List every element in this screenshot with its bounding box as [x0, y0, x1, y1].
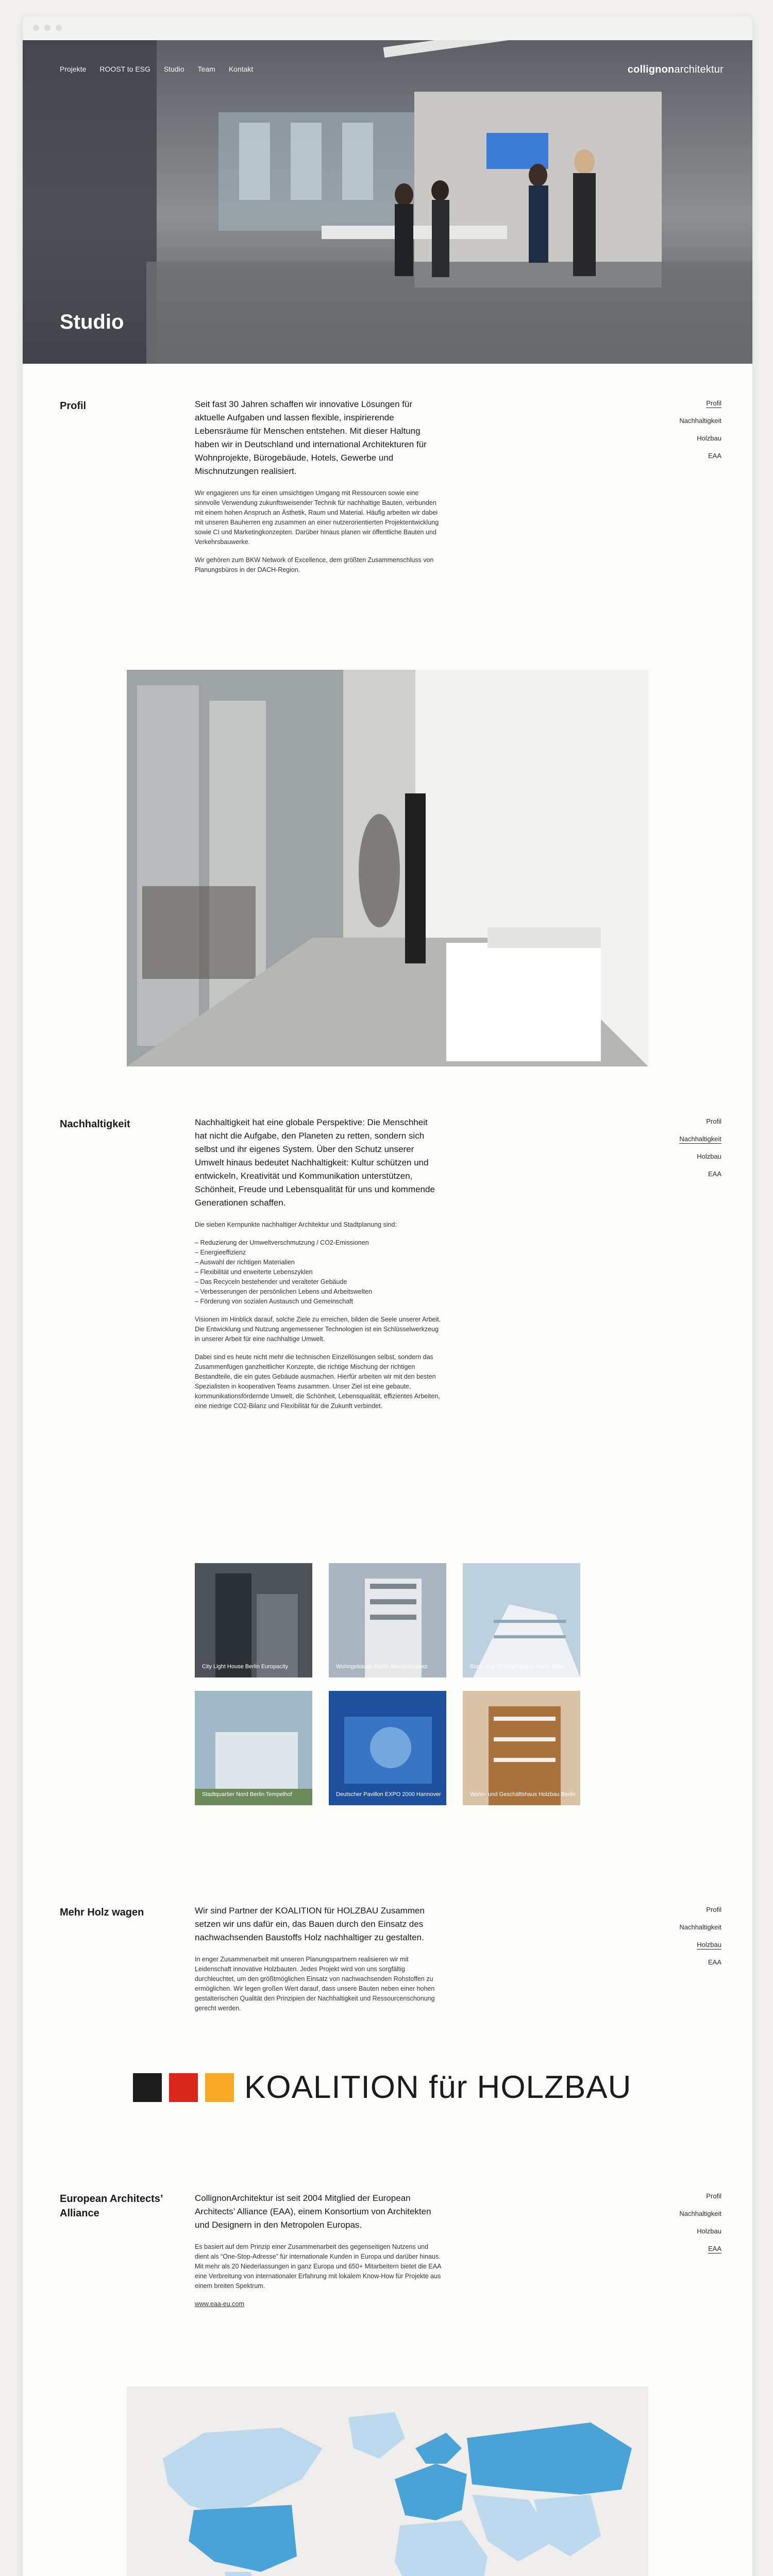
side-nav-profil[interactable]: Profil — [706, 1906, 721, 1913]
side-nav-holzbau[interactable]: Holzbau — [697, 1153, 721, 1160]
nav-item-roost[interactable]: ROOST to ESG — [99, 65, 150, 73]
eaa-lead: CollignonArchitektur ist seit 2004 Mitglied der European Architects’ Alliance (EAA), einem Konsortium von Architekten und Designern in den Metropolen Europas. — [195, 2193, 431, 2230]
point-item: – Förderung von sozialen Austausch und Gemeinschaft — [195, 1297, 442, 1307]
side-nav-eaa[interactable]: EAA — [708, 2245, 721, 2252]
project-thumb[interactable] — [195, 1691, 312, 1805]
project-thumb[interactable] — [329, 1563, 446, 1677]
hero-banner — [23, 40, 752, 364]
profil-lead: Seit fast 30 Jahren schaffen wir innovative Lösungen für aktuelle Aufgaben und lassen flexible, inspirierende Lebensräume für Menschen entstehen. Mit dieser Haltung haben wir in Deutschland und international Architekturen für Wohnprojekte, Bürogebäude, Hotels, Gewerbe und Mischnutzungen realisiert. — [195, 399, 427, 476]
point-item: – Reduzierung der Umweltverschmutzung / CO2-Emissionen — [195, 1238, 442, 1248]
project-caption: Deutscher Pavillon EXPO 2000 Hannover — [336, 1791, 441, 1798]
section-side-nav — [679, 2192, 721, 2262]
project-caption: Wohngebäude Berlin Alexanderplatz — [336, 1664, 428, 1670]
page-title: Studio — [60, 311, 124, 333]
side-nav-nachhaltigkeit[interactable]: Nachhaltigkeit — [679, 2210, 721, 2217]
point-item: – Das Recyceln bestehender und veralteter Gebäude — [195, 1277, 442, 1287]
nachhaltigkeit-points — [195, 1238, 442, 1307]
nachhaltigkeit-paragraph-1: Visionen im Hinblick darauf, solche Ziele zu erreichen, bilden die Seele unserer Arbeit. Die Entwicklung und Nutzung angemessener Technologien ist ein Schlüsselwerkzeug in unserer Arbeit für eine nachhaltige Umwelt. — [195, 1316, 441, 1343]
point-item: – Energieeffizienz — [195, 1248, 442, 1258]
logo-square-red — [169, 2073, 198, 2102]
section-title-eaa — [60, 2192, 163, 2221]
eaa-text — [195, 2192, 442, 2317]
nav-item-team[interactable]: Team — [197, 65, 215, 73]
holz-lead: Wir sind Partner der KOALITION für HOLZBAU Zusammen setzen wir uns dafür ein, das Bauen durch den Einsatz des nachwachsenden Baustoffs Holz nachhaltiger zu gestalten. — [195, 1906, 425, 1942]
point-item: – Auswahl der richtigen Materialien — [195, 1258, 442, 1267]
project-thumb[interactable] — [463, 1691, 580, 1805]
side-nav-profil[interactable]: Profil — [706, 399, 721, 407]
section-eaa — [23, 2162, 752, 2576]
office-corridor-photo — [127, 670, 648, 1066]
side-nav-eaa[interactable]: EAA — [708, 1170, 721, 1178]
profil-text — [195, 398, 442, 583]
brand-bold: collignon — [627, 64, 675, 75]
side-nav-holzbau[interactable]: Holzbau — [697, 434, 721, 442]
point-item: – Flexibilität und erweiterte Lebenszyklen — [195, 1267, 442, 1277]
project-caption: Büro- und Geschäftshaus Berlin Mitte — [470, 1664, 564, 1670]
holz-text — [195, 1904, 442, 2022]
browser-window — [23, 16, 752, 2576]
section-side-nav — [679, 399, 721, 469]
holz-paragraph-1: In enger Zusammenarbeit mit unseren Planungspartnern realisieren wir mit Leidenschaft innovative Holzbauten. Jedes Projekt wird von uns sorgfältig durchleuchtet, um den größtmöglichen Einsatz von nachwachsenden Rohstoffen zu ermöglichen. Wir legen großen Wert darauf, dass unsere Bauten neben einer hohen gestalterischen Qualität den Prinzipien der Nachhaltigkeit und Ressourcenschonung gerecht werden. — [195, 1956, 435, 2012]
side-nav-profil[interactable]: Profil — [706, 1117, 721, 1125]
side-nav-nachhaltigkeit[interactable]: Nachhaltigkeit — [679, 417, 721, 425]
nav-item-projekte[interactable]: Projekte — [60, 65, 87, 73]
project-thumb[interactable] — [195, 1563, 312, 1677]
brand-logo[interactable] — [628, 64, 724, 76]
nachhaltigkeit-text — [195, 1116, 442, 1419]
point-item: – Verbesserungen der persönlichen Lebens und Arbeitswelten — [195, 1287, 442, 1297]
window-minimize-dot[interactable] — [44, 25, 51, 31]
project-caption: Wohn- und Geschäftshaus Holzbau Berlin — [470, 1791, 576, 1798]
side-nav-holzbau[interactable]: Holzbau — [697, 2227, 721, 2235]
eaa-link[interactable]: www.eaa-eu.com — [195, 2300, 244, 2308]
window-maximize-dot[interactable] — [56, 25, 62, 31]
hero-office-photo — [23, 40, 752, 364]
section-title-profil: Profil — [60, 400, 87, 412]
section-profil — [23, 364, 752, 1085]
logo-square-black — [133, 2073, 162, 2102]
side-nav-profil[interactable]: Profil — [706, 2192, 721, 2200]
nachhaltigkeit-paragraph-2: Dabei sind es heute nicht mehr die technischen Einzellösungen selbst, sondern das Zusammenfügen ganzheitlicher Konzepte, die richtige Mischung der richtigen Bestandteile, die ein gutes Gebäude ausmachen. Hierfür arbeiten wir mit den besten Spezialisten in kooperativen Teams zusammen. Unser Ziel ist eine gebaute, kommunikationsfördernde Umwelt, die Schönheit, Lebensqualität, effizientes Arbeiten, eine niedrige CO2-Bilanz und Flexibilität für die Zukunft verbindet. — [195, 1353, 440, 1410]
project-caption: City Light House Berlin Europacity — [202, 1664, 288, 1670]
section-title-nachhaltigkeit: Nachhaltigkeit — [60, 1118, 130, 1130]
project-caption: Stadtquartier Nord Berlin Tempelhof — [202, 1791, 292, 1798]
section-side-nav — [679, 1117, 721, 1187]
main-nav — [60, 65, 253, 73]
koalition-logo-text: KOALITION für HOLZBAU — [244, 2070, 632, 2105]
browser-titlebar — [23, 16, 752, 40]
project-thumb[interactable] — [463, 1563, 580, 1677]
eaa-paragraph-1: Es basiert auf dem Prinzip einer Zusammenarbeit des gegenseitigen Nutzens und dient als “One-Stop-Adresse” für internationale Kunden in Europa und darüber hinaus. Mit mehr als 20 Niederlassungen in ganz Europa und 650+ Mitarbeitern bietet die EAA eine Verbreitung von internationaler Erfahrung mit lokalem Know-How für Projekte aus einem breiten Spektrum. — [195, 2243, 441, 2290]
nav-item-kontakt[interactable]: Kontakt — [228, 65, 254, 73]
nachhaltigkeit-lead: Nachhaltigkeit hat eine globale Perspektive: Die Menschheit hat nicht die Aufgabe, den Planeten zu retten, sondern sich selbst und ihr eigenes System. Über den Schutz unserer Umwelt hinaus bedeutet Nachhaltigkeit: Kultur schützen und entwickeln, Kreativität und Kommunikation unterstützen, Schönheit, Freude und Lebensqualität für uns und kommende Generationen schaffen. — [195, 1117, 435, 1208]
side-nav-eaa[interactable]: EAA — [708, 452, 721, 460]
eaa-title-line-1: European Architects’ — [60, 2193, 163, 2205]
section-side-nav — [679, 1905, 721, 1975]
section-holzbau — [23, 1873, 752, 2162]
section-title-holzbau: Mehr Holz wagen — [60, 1907, 144, 1918]
side-nav-eaa[interactable]: EAA — [708, 1958, 721, 1966]
nav-item-studio[interactable]: Studio — [163, 65, 184, 73]
eaa-title-line-2: Alliance — [60, 2208, 99, 2219]
logo-square-orange — [205, 2073, 234, 2102]
world-map — [127, 2386, 648, 2576]
side-nav-holzbau[interactable]: Holzbau — [697, 1941, 721, 1948]
side-nav-nachhaltigkeit[interactable]: Nachhaltigkeit — [679, 1923, 721, 1931]
koalition-logo-mark — [133, 2073, 234, 2102]
brand-light: architektur — [674, 64, 724, 75]
nachhaltigkeit-intro: Die sieben Kernpunkte nachhaltiger Architektur und Stadtplanung sind: — [195, 1221, 397, 1228]
section-nachhaltigkeit — [23, 1085, 752, 1873]
profil-paragraph-1: Wir engagieren uns für einen umsichtigen Umgang mit Ressourcen sowie eine sinnvolle Verwendung zukunftsweisender Technik für nachhaltige Bauten, verbunden mit einem hohen Anspruch an Ästhetik, Raum und Material. Häufig arbeiten wir dabei mit unseren Bauherren eng zusammen an einer nutzerorientierten Projektentwicklung sowie CI und Marketingkonzepten. Darüber hinaus planen wir öffentliche Bauten und Verkehrsbauwerke. — [195, 489, 439, 546]
project-thumb[interactable] — [329, 1691, 446, 1805]
profil-paragraph-2: Wir gehören zum BKW Network of Excellence, dem größten Zusammenschluss von Planungsbüros in der DACH-Region. — [195, 556, 434, 573]
side-nav-nachhaltigkeit[interactable]: Nachhaltigkeit — [679, 1135, 721, 1143]
window-close-dot[interactable] — [33, 25, 39, 31]
